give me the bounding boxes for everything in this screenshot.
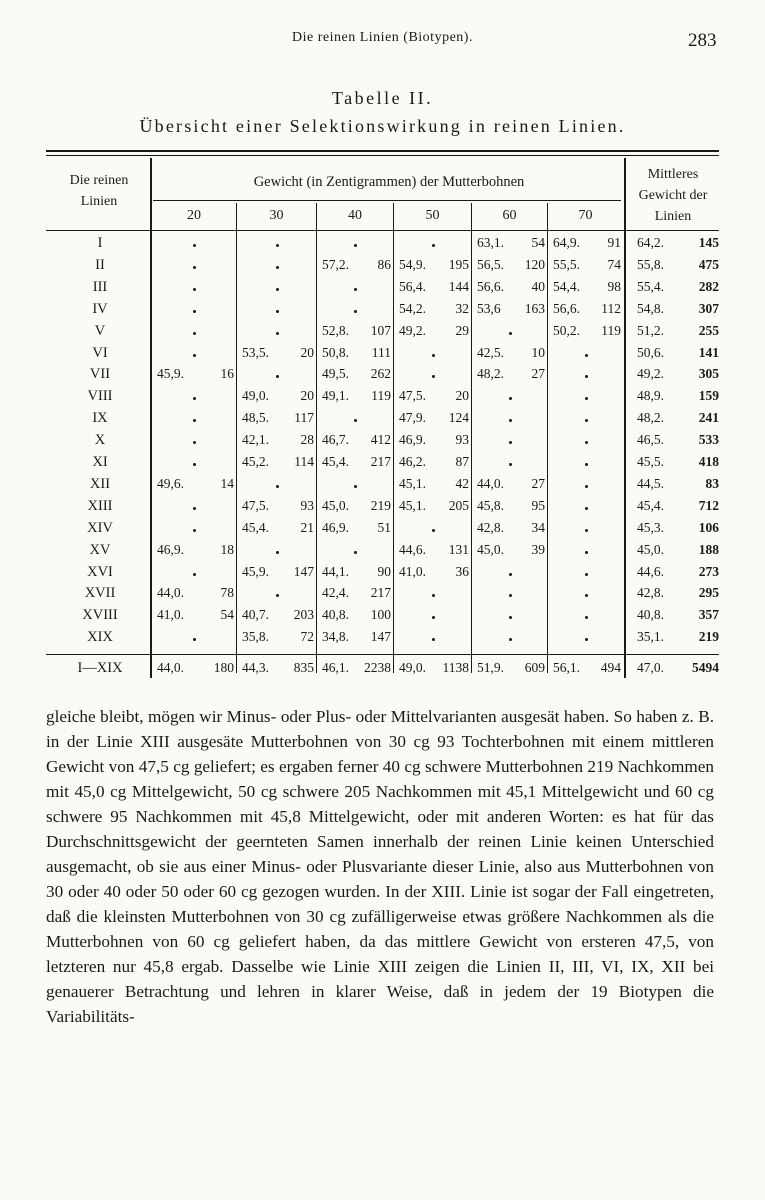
lines-column-header: Die reinen Linien [69,173,129,209]
empty-cell-dot [509,463,512,466]
table-cell-iii-col-70: 54,4. 98 [553,279,621,294]
table-cell-iii-col-50: 56,4. 144 [399,279,469,294]
empty-cell-dot [193,397,196,400]
empty-cell-dot [354,288,357,291]
weight-column-header-40: 40 [348,208,362,223]
table-cell-viii-col-40: 49,1. 119 [322,388,391,403]
weight-group-header: Gewicht (in Zentigrammen) der Mutterbohnen [253,174,525,190]
empty-cell-dot [276,551,279,554]
total-top-rule [46,654,719,655]
header-bottom-rule [46,230,719,231]
empty-cell-dot [585,419,588,422]
table-caption: Übersicht einer Selektionswirkung in reinen Linien. [139,116,626,136]
table-cell-x-col-50: 46,9. 93 [399,432,469,447]
divider-col-30 [236,203,237,673]
table-cell-xvi-col-40: 44,1. 90 [322,564,391,579]
weight-column-header-30: 30 [269,208,284,223]
line-label-ix: IX [92,410,108,426]
line-label-iv: IV [92,301,108,317]
divider-mean-column [624,158,626,678]
table-cell-xviii-col-40: 40,8. 100 [322,607,391,622]
empty-cell-dot [585,354,588,357]
table-cell-xiv-col-40: 46,9. 51 [322,520,391,535]
empty-cell-dot [432,375,435,378]
line-label-xix: XIX [87,629,113,645]
empty-cell-dot [585,463,588,466]
empty-cell-dot [193,441,196,444]
table-cell-xii-col-60: 44,0. 27 [477,476,545,491]
table-cell-ii-col-60: 56,5. 120 [477,257,545,272]
empty-cell-dot [585,441,588,444]
empty-cell-dot [276,244,279,247]
table-cell-total-col-40: 46,1. 2238 [322,660,391,675]
table-cell-total-col-50: 49,0. 1138 [399,660,469,675]
empty-cell-dot [276,288,279,291]
empty-cell-dot [193,419,196,422]
table-cell-x-col-30: 42,1. 28 [242,432,314,447]
table-cell-xiii-col-60: 45,8. 95 [477,498,545,513]
empty-cell-dot [432,594,435,597]
table-cell-vi-col-30: 53,5. 20 [242,345,314,360]
empty-cell-dot [585,507,588,510]
table-cell-xvii-col-20: 44,0. 78 [157,585,234,600]
empty-cell-dot [585,529,588,532]
empty-cell-dot [276,485,279,488]
table-cell-xiii-col-50: 45,1. 205 [399,498,469,513]
table-cell-ix-col-50: 47,9. 124 [399,410,469,425]
empty-cell-dot [193,266,196,269]
empty-cell-dot [354,244,357,247]
table-cell-xi-col-40: 45,4. 217 [322,454,391,469]
line-label-xvi: XVI [87,564,113,580]
table-cell-xii-col-20: 49,6. 14 [157,476,234,491]
table-cell-xiii-col-30: 47,5. 93 [242,498,314,513]
empty-cell-dot [193,573,196,576]
empty-cell-dot [585,638,588,641]
table-cell-xiv-col-60: 42,8. 34 [477,520,545,535]
table-cell-xviii-col-30: 40,7. 203 [242,607,314,622]
table-cell-xv-col-20: 46,9. 18 [157,542,234,557]
table-cell-vii-col-40: 49,5. 262 [322,366,391,381]
empty-cell-dot [509,594,512,597]
empty-cell-dot [585,594,588,597]
divider-col-50 [393,203,394,673]
line-label-i: I [97,235,103,251]
table-cell-xvi-col-50: 41,0. 36 [399,564,469,579]
empty-cell-dot [432,529,435,532]
table-cell-iv-col-70: 56,6. 112 [553,301,621,316]
line-label-xviii: XVIII [82,607,118,623]
empty-cell-dot [585,573,588,576]
table-cell-xi-col-30: 45,2. 114 [242,454,314,469]
line-label-xii: XII [89,476,111,492]
line-label-iii: III [92,279,108,295]
empty-cell-dot [432,616,435,619]
empty-cell-dot [193,332,196,335]
empty-cell-dot [276,310,279,313]
empty-cell-dot [585,616,588,619]
header-mid-rule [153,200,621,201]
empty-cell-dot [193,244,196,247]
table-cell-xvi-col-30: 45,9. 147 [242,564,314,579]
empty-cell-dot [509,419,512,422]
table-cell-xiii-col-40: 45,0. 219 [322,498,391,513]
divider-col-40 [316,203,317,673]
empty-cell-dot [585,551,588,554]
table-cell-total-col-70: 56,1. 494 [553,660,621,675]
empty-cell-dot [509,397,512,400]
empty-cell-dot [193,463,196,466]
table-cell-i-col-60: 63,1. 54 [477,235,545,250]
empty-cell-dot [193,638,196,641]
empty-cell-dot [432,354,435,357]
table-cell-viii-col-50: 47,5. 20 [399,388,469,403]
table-cell-ii-col-70: 55,5. 74 [553,257,621,272]
empty-cell-dot [354,419,357,422]
line-label-v: V [94,323,106,339]
line-label-ii: II [95,257,105,273]
empty-cell-dot [193,507,196,510]
table-cell-iii-col-60: 56,6. 40 [477,279,545,294]
table-cell-total-col-30: 44,3. 835 [242,660,314,675]
table-cell-vii-col-20: 45,9. 16 [157,366,234,381]
table-cell-xii-col-50: 45,1. 42 [399,476,469,491]
table-cell-viii-col-30: 49,0. 20 [242,388,314,403]
weight-column-header-50: 50 [425,208,440,223]
running-head: Die reinen Linien (Biotypen). [292,30,473,45]
table-cell-vii-col-60: 48,2. 27 [477,366,545,381]
empty-cell-dot [585,375,588,378]
total-row-label: I—XIX [77,660,123,676]
divider-col-70 [547,203,548,673]
line-label-xi: XI [92,454,108,470]
line-label-xv: XV [89,542,111,558]
table-cell-vi-col-40: 50,8. 111 [322,345,391,360]
empty-cell-dot [509,638,512,641]
mean-column-header: Mittleres Gewicht der Linien [638,167,708,224]
empty-cell-dot [276,266,279,269]
table-cell-v-col-40: 52,8. 107 [322,323,391,338]
table-cell-xix-col-40: 34,8. 147 [322,629,391,644]
table-cell-total-col-20: 44,0. 180 [157,660,234,675]
table-cell-ii-col-40: 57,2. 86 [322,257,391,272]
table-cell-xi-col-50: 46,2. 87 [399,454,469,469]
empty-cell-dot [432,638,435,641]
empty-cell-dot [193,354,196,357]
empty-cell-dot [354,485,357,488]
empty-cell-dot [432,244,435,247]
empty-cell-dot [509,616,512,619]
empty-cell-dot [276,332,279,335]
line-label-xvii: XVII [84,585,116,601]
line-label-vi: VI [92,345,108,361]
table-cell-xviii-col-20: 41,0. 54 [157,607,234,622]
empty-cell-dot [354,310,357,313]
empty-cell-dot [193,310,196,313]
empty-cell-dot [509,332,512,335]
body-paragraph-text: gleiche bleibt, mögen wir Minus- oder Plus- oder Mittelvarianten ausgesät haben. So haben z. B. in der Linie XIII ausgesäte Mutterbohnen von 30 cg 93 Tochterbohnen mit einem mittleren Gewicht von 47,5 cg geliefert; es ergaben ferner 40 cg schwere Mutterbohnen 219 Nachkommen mit 45,0 cg Mittelgewicht, 50 cg schwere 205 Nachkommen mit 45,1 Mittelgewicht und 60 cg schwere 95 Nachkommen mit 45,8 Mittelgewicht, oder mit anderen Worten: es hat für das Durchschnittsgewicht der geernteten Samen innerhalb der reinen Linie keinen Unterschied ausgemacht, ob sie aus einer Minus- oder Plusvariante dieser Linie, also aus Mutterbohnen von 30 oder 40 oder 50 oder 60 cg gezogen wurden. In der XIII. Linie ist sogar der Fall eingetreten, daß die kleinsten Mutterbohnen von 30 cg zufälligerweise etwas größere Nachkommen als die Mutterbohnen von 60 cg geliefert haben, da das mittlere Gewicht von ersteren 47,5, von letzteren nur 45,8 ergab. Dasselbe wie Linie XIII zeigen die Linien II, III, VI, IX, XII bei genauerer Betrachtung und lehren in klarer Weise, daß in jedem der 19 Biotypen die Variabilitäts- [46,707,714,1026]
line-label-x: X [94,432,106,448]
line-label-viii: VIII [87,388,113,404]
table-cell-iv-col-60: 53,6 163 [477,301,545,316]
table-cell-v-col-50: 49,2. 29 [399,323,469,338]
table-cell-vi-col-60: 42,5. 10 [477,345,545,360]
empty-cell-dot [354,551,357,554]
table-cell-ix-col-30: 48,5. 117 [242,410,314,425]
empty-cell-dot [509,573,512,576]
body-paragraph [46,704,714,1029]
table-cell-total-col-60: 51,9. 609 [477,660,545,675]
table-cell-xv-col-60: 45,0. 39 [477,542,545,557]
weight-column-header-70: 70 [578,208,593,223]
table-label: Tabelle II. [331,88,434,108]
divider-col-60 [471,203,472,673]
empty-cell-dot [276,375,279,378]
weight-column-header-20: 20 [187,208,201,223]
empty-cell-dot [193,288,196,291]
page-number: 283 [688,30,717,51]
empty-cell-dot [193,529,196,532]
table-cell-xix-col-30: 35,8. 72 [242,629,314,644]
table-cell-xvii-col-40: 42,4. 217 [322,585,391,600]
table-cell-v-col-70: 50,2. 119 [553,323,621,338]
table-cell-ii-col-50: 54,9. 195 [399,257,469,272]
table-cell-i-col-70: 64,9. 91 [553,235,621,250]
table-cell-xv-col-50: 44,6. 131 [399,542,469,557]
empty-cell-dot [509,441,512,444]
line-label-xiii: XIII [87,498,113,514]
table-top-rule-thin [46,155,719,156]
line-label-vii: VII [89,366,111,382]
empty-cell-dot [276,594,279,597]
table-cell-xiv-col-30: 45,4. 21 [242,520,314,535]
empty-cell-dot [585,485,588,488]
table-cell-iv-col-50: 54,2. 32 [399,301,469,316]
empty-cell-dot [585,397,588,400]
table-top-rule [46,150,719,152]
weight-column-header-60: 60 [502,208,517,223]
table-cell-x-col-40: 46,7. 412 [322,432,391,447]
line-label-xiv: XIV [87,520,113,536]
